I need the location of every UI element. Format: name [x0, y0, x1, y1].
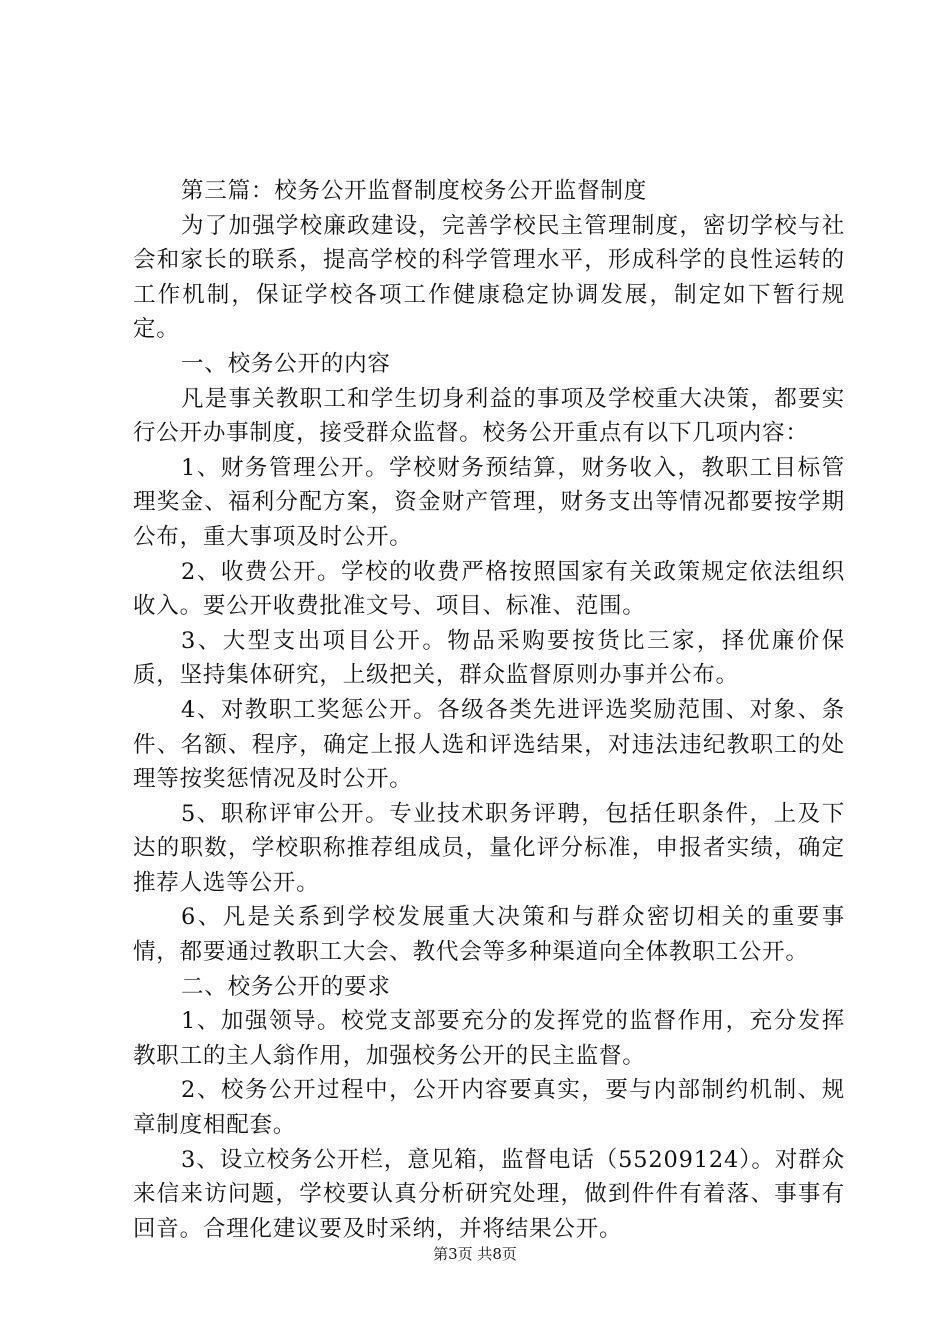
list-item-rewards: 4、对教职工奖惩公开。各级各类先进评选奖励范围、对象、条件、名额、程序，确定上报人选和评选结果，对违法违纪教职工的处理等按奖惩情况及时公开。	[133, 696, 845, 793]
list-item-finance: 1、财务管理公开。学校财务预结算，财务收入，教职工目标管理奖金、福利分配方案，资金财产管理，财务支出等情况都要按学期公布，重大事项及时公开。	[133, 454, 845, 550]
content-intro-paragraph: 凡是事关教职工和学生切身利益的事项及学校重大决策，都要实行公开办事制度，接受群众监督。校务公开重点有以下几项内容：	[133, 385, 845, 447]
document-body	[133, 174, 845, 1246]
list-item-feedback: 3、设立校务公开栏，意见箱，监督电话（55209124）。对群众来信来访问题，学校要认真分析研究处理，做到件件有着落、事事有回音。合理化建议要及时采纳，并将结果公开。	[133, 1146, 845, 1242]
list-item-expenditure: 3、大型支出项目公开。物品采购要按货比三家，择优廉价保质，坚持集体研究，上级把关，群众监督原则办事并公布。	[133, 627, 845, 689]
section-heading-content: 一、校务公开的内容	[181, 350, 391, 377]
section-heading-requirements: 二、校务公开的要求	[181, 973, 391, 1000]
page-footer: 第3页 共8页	[433, 1245, 517, 1263]
list-item-authenticity: 2、校务公开过程中，公开内容要真实，要与内部制约机制、规章制度相配套。	[133, 1077, 845, 1139]
intro-paragraph: 为了加强学校廉政建设，完善学校民主管理制度，密切学校与社会和家长的联系，提高学校的科学管理水平，形成科学的良性运转的工作机制，保证学校各项工作健康稳定协调发展，制定如下暂行规定。	[133, 212, 845, 343]
section-title: 第三篇：校务公开监督制度校务公开监督制度	[181, 178, 648, 204]
list-item-major-decisions: 6、凡是关系到学校发展重大决策和与群众密切相关的重要事情，都要通过教职工大会、教代会等多种渠道向全体教职工公开。	[133, 904, 845, 966]
list-item-leadership: 1、加强领导。校党支部要充分的发挥党的监督作用，充分发挥教职工的主人翁作用，加强校务公开的民主监督。	[133, 1008, 845, 1069]
list-item-fees: 2、收费公开。学校的收费严格按照国家有关政策规定依法组织收入。要公开收费批准文号、项目、标准、范围。	[133, 558, 845, 620]
list-item-titles: 5、职称评审公开。专业技术职务评聘，包括任职条件，上及下达的职数，学校职称推荐组成员，量化评分标准，申报者实绩，确定推荐人选等公开。	[133, 800, 845, 896]
